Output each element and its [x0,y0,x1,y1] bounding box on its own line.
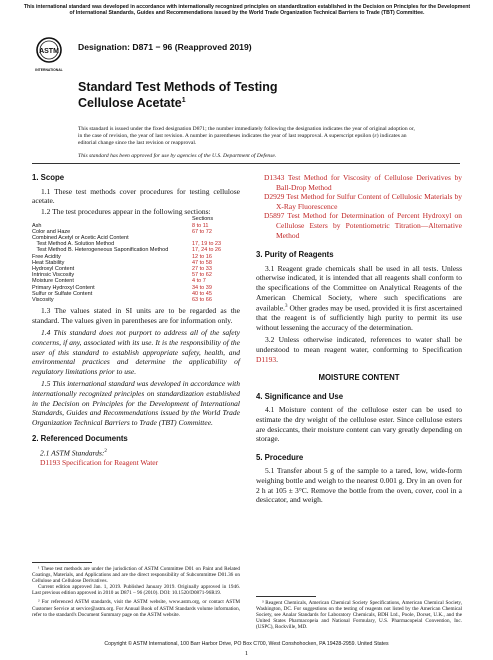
para-1-3: 1.3 The values stated in SI units are to be regarded as the standard. The values given in parentheses are for information only. [32,306,240,325]
reference-d2929[interactable] [256,192,462,211]
sections-table-section-range[interactable]: 17, 24 to 26 [192,247,222,254]
wto-notice: This international standard was developed in accordance with internationally recognized principles on standardization established in the Decision on Principles for the Development of International Standards, Guides and Recommendations issued by the World Trade Organization Technical Barriers to Trade (TBT) Committee. [23,4,471,17]
sections-table-topic: Moisture Content [32,278,74,285]
para-3-2-end: . [276,354,279,364]
sections-table-topic: Ash [32,222,42,229]
footnote-divider-right [256,596,316,597]
para-5-1: 5.1 Transfer about 5 g of the sample to a tared, low, wide-form weighing bottle and weigh to the nearest 0.001 g. Dry in an oven for 2 h at 105 ± 3°C. Remove the bottle from the oven, cover, cool in a desiccator, and weigh. [256,466,462,505]
footnote-2: ² For referenced ASTM standards, visit the ASTM website, www.astm.org, or contact ASTM Customer Service at service@astm.org. For Annual Book of ASTM Standards volume information, refer to the standard's Document Summary page on the ASTM website. [32,599,240,618]
footnote-1-edition: Current edition approved Jan. 1, 2019. Published January 2019. Originally approved in 1946. Last previous edition approved in 2010 as D871 – 96 (2010). DOI: 10.1520/D0871-96R19. [32,584,240,597]
sections-table-section-range[interactable]: 47 to 58 [192,259,212,266]
svg-text:ASTM: ASTM [39,48,59,55]
sections-table-topic: Primary Hydroxyl Content [32,284,95,291]
reference-d5897-title[interactable]: Test Method for Determination of Percent Hydroxyl on Cellulose Esters by Potentiometric Titration—Alternative Method [276,211,462,240]
left-column [32,173,240,468]
reference-d1343[interactable] [256,173,462,192]
title-line-2-wrap [78,94,378,110]
sections-table-section-range[interactable]: 57 to 62 [192,272,212,279]
section-4-heading: 4. Significance and Use [256,391,344,401]
section-2-heading: 2. Referenced Documents [32,434,128,444]
sections-table-topic: Test Method B. Heterogeneous Saponification Method [32,247,169,254]
issue-note: This standard is issued under the fixed designation D871; the number immediately following the designation indicates the year of original adoption or, in the case of revision, the year of last revision. A number in parentheses indicates the year of last reapproval. A superscript epsilon (ε) indicates an editorial change since the last revision or reapproval. [78,126,415,146]
sections-table-topic: Sulfur or Sulfate Content [32,290,93,297]
section-1-heading: 1. Scope [32,173,65,182]
sections-table-topic: Test Method A. Solution Method [32,241,115,248]
page-number: 1 [244,650,249,657]
dod-approval-note: This standard has been approved for use by agencies of the U.S. Department of Defense. [78,153,277,159]
sections-table [32,216,228,303]
footnote-divider-left [32,562,92,563]
para-3-1-text-cont: Other grades may be used, provided it is first ascertained that the reagent is of sufficiently high purity to permit its use without lessening the accuracy of the determination. [256,303,462,332]
section-3-heading: 3. Purity of Reagents [256,250,334,260]
sections-table-section-range[interactable]: 17, 19 to 23 [192,241,222,248]
reference-d1343-title[interactable]: Test Method for Viscosity of Cellulose Derivatives by Ball-Drop Method [276,173,462,192]
footnote-3: ³ Reagent Chemicals, American Chemical Society Specifications, American Chemical Society, Washington, DC. For suggestions on the testing of reagents not listed by the American Chemical Society, see Analar Standards for Laboratory Chemicals, BDH Ltd., Poole, Dorset, U.K., and the United States Pharmacopeia and National Formulary, U.S. Pharmacopeial Convention, Inc. (USPC), Rockville, MD. [256,600,462,631]
logo-text: INTERNATIONAL [35,68,63,72]
reference-d2929-title[interactable]: Test Method for Sulfur Content of Cellulosic Materials by X-Ray Fluorescence [276,192,462,211]
sections-table-topic: Heat Stability [32,259,65,266]
sections-table-section-range[interactable]: 67 to 72 [192,228,212,235]
reference-d5897[interactable] [256,211,462,240]
document-title [78,80,378,110]
para-1-4: 1.4 This standard does not purport to address all of the safety concerns, if any, associated with its use. It is the responsibility of the user of this standard to establish appropriate safety, health, and environmental practices and determine the applicability of regulatory limitations prior to use. [32,328,240,376]
footnote-3-ref[interactable]: 3 [284,304,288,310]
sections-table-topic: Color and Haze [32,228,71,235]
sections-table-topic: Combined Acetyl or Acetic Acid Content [32,234,129,241]
sections-table-topic: Free Acidity [32,253,61,260]
sections-table-topic: Hydroxyl Content [32,266,75,272]
footnote-2-ref[interactable]: 2 [104,448,107,454]
sections-table-topic: Intrinsic Viscosity [32,272,75,279]
sections-table-section-range[interactable]: 12 to 16 [192,253,212,260]
sections-table-section-range[interactable]: 4 to 7 [192,278,206,285]
sections-table-row [32,297,228,303]
astm-logo-icon [34,36,64,74]
sections-table-section-range[interactable]: 34 to 39 [192,284,212,291]
astm-standards-label: 2.1 ASTM Standards: [40,448,105,458]
reference-d1193-code[interactable]: D1193 [40,458,61,468]
para-3-1 [256,264,462,333]
reference-d1193[interactable] [32,458,240,468]
reference-d1343-code[interactable]: D1343 [264,173,285,182]
title-line-1: Standard Test Methods of Testing [78,80,278,94]
footnote-1: ¹ These test methods are under the jurisdiction of ASTM Committee D01 on Paint and Related Coatings, Materials, and Applications and are the direct responsibility of Subcommittee D01.36 on Cellulose and Cellulose Derivatives. [32,566,240,585]
para-3-2-text: 3.2 Unless otherwise indicated, references to water shall be understood to mean reagent water, conforming to Specification [256,335,462,354]
para-1-5: 1.5 This international standard was developed in accordance with internationally recognized principles on standardization established in the Decision on Principles for the Development of International Standards, Guides and Recommendations issued by the World Trade Organization Technical Barriers to Trade (TBT) Committee. [32,379,240,427]
header-divider [32,163,460,164]
sections-table-header: Sections [192,216,214,223]
sections-table-section-range[interactable]: 27 to 33 [192,266,212,272]
title-footnote-ref[interactable]: 1 [181,97,186,104]
copyright-footer: Copyright © ASTM International, 100 Barr Harbor Drive, PO Box C700, West Conshohocken, PA 19428-2959. United States [104,641,389,647]
para-3-2-d1193-link[interactable]: D1193 [256,354,277,364]
para-2-1 [32,447,240,458]
para-3-1-text: 3.1 Reagent grade chemicals shall be used in all tests. Unless otherwise indicated, it is intended that all reagents shall conform to the specifications of the Committee on Analytical Reagents of the American Chemical Society, where such specifications are available. [256,263,462,313]
footnotes-left [32,566,240,618]
right-column [256,173,462,505]
title-line-2: Cellulose Acetate [78,96,182,111]
moisture-content-heading: MOISTURE CONTENT [318,373,400,383]
para-4-1: 4.1 Moisture content of the cellulose ester can be used to estimate the dry weight of the cellulose ester. Since cellulose esters are desiccants, their moisture content can vary greatly depending on storage. [256,405,462,444]
designation: Designation: D871 − 96 (Reapproved 2019) [78,42,252,52]
sections-table-section-range[interactable]: 8 to 11 [192,222,209,229]
footnotes-right [256,600,462,630]
reference-d1193-title[interactable]: Specification for Reagent Water [60,458,159,468]
sections-table-row [32,247,228,253]
sections-table-section-range[interactable]: 40 to 45 [192,290,212,297]
reference-d2929-code[interactable]: D2929 [264,192,285,202]
sections-table-section-range[interactable]: 63 to 66 [192,297,212,304]
para-1-1: 1.1 These test methods cover procedures for testing cellulose acetate. [32,186,240,206]
reference-d5897-code[interactable]: D5897 [264,211,285,221]
para-3-2 [256,335,462,364]
section-5-heading: 5. Procedure [256,452,304,462]
sections-table-topic: Viscosity [32,297,54,304]
para-1-2: 1.2 The test procedures appear in the following sections: [41,206,211,216]
